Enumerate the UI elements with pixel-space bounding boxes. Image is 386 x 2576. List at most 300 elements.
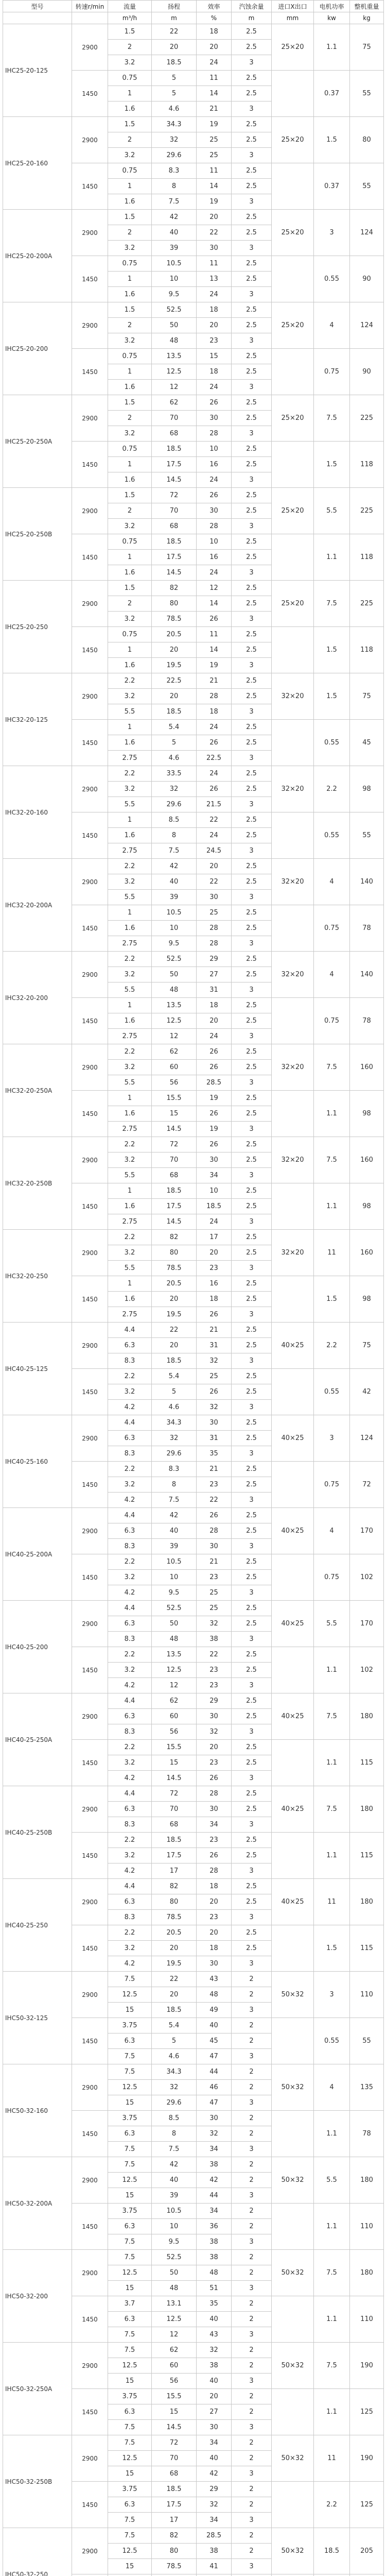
flow-cell: 5.5 [108,1075,152,1091]
flow-cell: 3.2 [108,1060,152,1075]
efficiency-cell: 22 [197,1647,232,1663]
npsh-cell: 3 [232,2142,272,2157]
motor-power-cell: 1.1 [314,1833,350,1879]
table-row [3,210,384,225]
npsh-cell: 2.5 [232,488,272,503]
weight-cell: 190 [350,2435,384,2482]
efficiency-cell: 28 [197,921,232,936]
model-cell: IHC50-32-250B [3,2435,72,2528]
efficiency-cell: 30 [197,241,232,256]
efficiency-cell: 24.5 [197,843,232,859]
header-row-units [3,12,384,24]
npsh-cell: 2.5 [232,1477,272,1493]
efficiency-cell: 20 [197,210,232,225]
speed-cell: 2900 [72,1137,108,1183]
head-cell: 56 [152,1724,197,1740]
motor-power-cell: 1.1 [314,1091,350,1137]
inlet-outlet-cell: 32×20 [272,1044,314,1091]
unit-efficiency: % [197,12,232,24]
head-cell: 8 [152,828,197,843]
efficiency-cell: 21.5 [197,797,232,812]
head-cell: 9.5 [152,287,197,302]
npsh-cell: 2.5 [232,442,272,457]
speed-cell: 2900 [72,395,108,442]
model-cell: IHC25-20-200 [3,302,72,395]
npsh-cell: 3 [232,2327,272,2343]
speed-cell: 2900 [72,952,108,998]
motor-power-cell: 2.2 [314,1323,350,1369]
weight-cell: 190 [350,2343,384,2389]
flow-cell: 7.5 [108,2435,152,2451]
npsh-cell: 2 [232,2528,272,2544]
flow-cell: 2.2 [108,1462,152,1477]
inlet-outlet-cell [272,71,314,117]
npsh-cell: 2 [232,2404,272,2420]
head-cell: 29.6 [152,148,197,163]
flow-cell: 2.2 [108,1647,152,1663]
flow-cell: 3.2 [108,1941,152,1956]
weight-cell: 102 [350,1554,384,1601]
motor-power-cell: 1.1 [314,534,350,581]
flow-cell: 3.2 [108,148,152,163]
weight-cell: 160 [350,1044,384,1091]
flow-cell: 3.2 [108,967,152,982]
flow-cell: 1.6 [108,1013,152,1029]
table-row [3,1415,384,1431]
flow-cell: 8.3 [108,1724,152,1740]
npsh-cell: 3 [232,101,272,117]
head-cell: 12.5 [152,2312,197,2327]
efficiency-cell: 42 [197,2173,232,2188]
efficiency-cell: 18 [197,1941,232,1956]
head-cell: 62 [152,1044,197,1060]
head-cell: 32 [152,1431,197,1446]
efficiency-cell: 28 [197,936,232,952]
efficiency-cell: 28 [197,1863,232,1879]
flow-cell: 3.2 [108,519,152,534]
flow-cell: 6.3 [108,1523,152,1539]
npsh-cell: 3 [232,1956,272,1972]
npsh-cell: 2.5 [232,1663,272,1678]
inlet-outlet-cell [272,998,314,1044]
flow-cell: 1 [108,642,152,658]
efficiency-cell: 41 [197,2559,232,2574]
efficiency-cell: 35 [197,1446,232,1462]
table-row [3,1137,384,1153]
flow-cell: 5.5 [108,982,152,998]
head-cell: 18.5 [152,2482,197,2497]
flow-cell: 1 [108,550,152,565]
npsh-cell: 2.5 [232,364,272,380]
head-cell: 78.5 [152,1910,197,1925]
head-cell: 52.5 [152,302,197,318]
weight-cell: 115 [350,1925,384,1972]
head-cell: 70 [152,411,197,426]
efficiency-cell: 25 [197,1601,232,1616]
efficiency-cell: 24 [197,766,232,782]
efficiency-cell: 32 [197,2126,232,2142]
efficiency-cell: 14 [197,179,232,194]
efficiency-cell: 20 [197,1894,232,1910]
inlet-outlet-cell [272,349,314,395]
efficiency-cell: 19 [197,117,232,132]
npsh-cell: 2.5 [232,1276,272,1292]
npsh-cell: 2.5 [232,225,272,241]
npsh-cell: 3 [232,2049,272,2064]
flow-cell: 3.2 [108,1570,152,1585]
flow-cell: 2.75 [108,843,152,859]
flow-cell: 7.5 [108,2250,152,2265]
head-cell: 9.5 [152,2234,197,2250]
flow-cell: 5.5 [108,797,152,812]
efficiency-cell: 26 [197,1508,232,1523]
head-cell: 70 [152,503,197,519]
motor-power-cell: 2.2 [314,2482,350,2528]
efficiency-cell: 32 [197,1724,232,1740]
speed-cell: 2900 [72,581,108,627]
motor-power-cell: 5.5 [314,488,350,534]
speed-cell: 2900 [72,2343,108,2389]
npsh-cell: 3 [232,843,272,859]
speed-cell: 1450 [72,256,108,302]
head-cell: 14.5 [152,2420,197,2435]
motor-power-cell: 1.5 [314,1276,350,1323]
head-cell: 15.5 [152,1091,197,1106]
flow-cell: 4.4 [108,1415,152,1431]
head-cell: 13.5 [152,349,197,364]
npsh-cell: 2.5 [232,642,272,658]
head-cell: 60 [152,2358,197,2374]
efficiency-cell: 34 [197,1168,232,1183]
flow-cell: 1 [108,457,152,472]
head-cell: 4.6 [152,2049,197,2064]
npsh-cell: 2.5 [232,627,272,642]
inlet-outlet-cell: 32×20 [272,1137,314,1183]
npsh-cell: 3 [232,2234,272,2250]
motor-power-cell: 11 [314,1230,350,1276]
efficiency-cell: 21 [197,1323,232,1338]
inlet-outlet-cell: 50×32 [272,1972,314,2018]
head-cell: 29.6 [152,797,197,812]
head-cell: 20.5 [152,627,197,642]
efficiency-cell: 38 [197,1632,232,1647]
npsh-cell: 2.5 [232,302,272,318]
motor-power-cell: 7.5 [314,1137,350,1183]
npsh-cell: 2.5 [232,24,272,40]
npsh-cell: 3 [232,658,272,673]
flow-cell: 1.6 [108,101,152,117]
head-cell: 20 [152,1987,197,2003]
flow-cell: 2.2 [108,1369,152,1384]
motor-power-cell: 0.55 [314,1369,350,1415]
flow-cell: 1.6 [108,1106,152,1122]
speed-cell: 1450 [72,349,108,395]
head-cell: 18.5 [152,442,197,457]
weight-cell: 55 [350,71,384,117]
npsh-cell: 3 [232,890,272,905]
model-cell: IHC25-20-125 [3,24,72,117]
head-cell: 82 [152,2528,197,2544]
model-cell: IHC32-20-250 [3,1230,72,1323]
head-cell: 50 [152,2265,197,2281]
head-cell: 62 [152,2343,197,2358]
head-cell: 8 [152,2126,197,2142]
unit-head: m [152,12,197,24]
weight-cell: 124 [350,1415,384,1462]
npsh-cell: 2.5 [232,457,272,472]
flow-cell: 1.5 [108,395,152,411]
speed-cell: 1450 [72,2018,108,2064]
inlet-outlet-cell [272,2111,314,2157]
head-cell: 20 [152,1338,197,1353]
head-cell: 14.5 [152,472,197,488]
table-row [3,117,384,132]
npsh-cell: 2.5 [232,71,272,86]
flow-cell: 15 [108,2095,152,2111]
npsh-cell: 3 [232,2420,272,2435]
flow-cell: 6.3 [108,1616,152,1632]
efficiency-cell: 26 [197,1771,232,1786]
efficiency-cell: 18 [197,1292,232,1307]
header-row-names [3,1,384,12]
head-cell: 22 [152,1323,197,1338]
inlet-outlet-cell: 40×25 [272,1601,314,1647]
weight-cell: 75 [350,1323,384,1369]
weight-cell: 225 [350,395,384,442]
head-cell: 5 [152,1384,197,1400]
head-cell: 5.4 [152,720,197,735]
npsh-cell: 2.5 [232,86,272,101]
weight-cell: 110 [350,2204,384,2250]
model-cell: IHC25-20-250A [3,395,72,488]
flow-cell: 8.3 [108,1353,152,1369]
npsh-cell: 2.5 [232,1013,272,1029]
npsh-cell: 2.5 [232,1060,272,1075]
weight-cell: 42 [350,1369,384,1415]
unit-npsh: m [232,12,272,24]
efficiency-cell [197,2574,232,2576]
efficiency-cell: 40 [197,2374,232,2389]
inlet-outlet-cell [272,2018,314,2064]
motor-power-cell: 0.75 [314,905,350,952]
npsh-cell: 2.5 [232,163,272,179]
flow-cell: 12.5 [108,1987,152,2003]
speed-cell: 2900 [72,488,108,534]
flow-cell: 1.6 [108,828,152,843]
flow-cell: 1 [108,998,152,1013]
head-cell: 68 [152,1168,197,1183]
npsh-cell: 3 [232,1029,272,1044]
efficiency-cell: 11 [197,163,232,179]
npsh-cell: 3 [232,1817,272,1833]
header-efficiency: 效率 [197,1,232,12]
inlet-outlet-cell [272,442,314,488]
flow-cell: 7.5 [108,2142,152,2157]
efficiency-cell: 48 [197,1987,232,2003]
npsh-cell: 2.5 [232,272,272,287]
flow-cell: 12.5 [108,2080,152,2095]
flow-cell: 0.75 [108,349,152,364]
flow-cell: 1 [108,905,152,921]
head-cell: 18.5 [152,55,197,71]
head-cell: 8.5 [152,812,197,828]
model-cell: IHC50-32-250 [3,2528,72,2576]
npsh-cell: 3 [232,565,272,581]
table-row [3,581,384,596]
flow-cell: 2.2 [108,1925,152,1941]
head-cell: 39 [152,2188,197,2204]
inlet-outlet-cell: 40×25 [272,1508,314,1554]
npsh-cell: 3 [232,1446,272,1462]
head-cell: 17.5 [152,1848,197,1863]
model-cell: IHC40-25-200A [3,1508,72,1601]
head-cell: 48 [152,333,197,349]
speed-cell: 2900 [72,766,108,812]
head-cell: 10 [152,921,197,936]
motor-power-cell: 5.5 [314,2157,350,2204]
flow-cell: 1.5 [108,117,152,132]
head-cell: 56 [152,2374,197,2389]
npsh-cell: 2.5 [232,1431,272,1446]
speed-cell: 2900 [72,2064,108,2111]
efficiency-cell: 14 [197,86,232,101]
spec-table-body [3,24,384,2576]
efficiency-cell: 27 [197,967,232,982]
head-cell: 78.5 [152,2559,197,2574]
head-cell: 52.5 [152,1601,197,1616]
inlet-outlet-cell: 50×32 [272,2528,314,2574]
flow-cell: 2.75 [108,936,152,952]
inlet-outlet-cell [272,1554,314,1601]
inlet-outlet-cell [272,1462,314,1508]
head-cell: 22 [152,1972,197,1987]
efficiency-cell: 18 [197,1879,232,1894]
head-cell: 5 [152,735,197,751]
efficiency-cell: 12 [197,581,232,596]
head-cell: 13.5 [152,998,197,1013]
npsh-cell: 3 [232,1493,272,1508]
flow-cell: 3.2 [108,1477,152,1493]
head-cell: 7.5 [152,843,197,859]
motor-power-cell: 7.5 [314,1044,350,1091]
npsh-cell: 2.5 [232,256,272,272]
flow-cell: 6.3 [108,2404,152,2420]
npsh-cell: 2.5 [232,1323,272,1338]
efficiency-cell: 24 [197,55,232,71]
model-cell: IHC40-25-250B [3,1786,72,1879]
flow-cell: 4.2 [108,1956,152,1972]
speed-cell: 1450 [72,998,108,1044]
head-cell: 8.3 [152,1462,197,1477]
head-cell: 10 [152,2219,197,2234]
efficiency-cell: 45 [197,2033,232,2049]
npsh-cell: 2 [232,2265,272,2281]
unit-inlet-outlet: mm [272,12,314,24]
weight-cell: 180 [350,1693,384,1740]
flow-cell: 4.4 [108,1786,152,1802]
efficiency-cell: 10 [197,442,232,457]
flow-cell: 3.2 [108,782,152,797]
flow-cell: 7.5 [108,1972,152,1987]
efficiency-cell: 26 [197,735,232,751]
head-cell: 60 [152,1060,197,1075]
speed-cell: 1450 [72,720,108,766]
npsh-cell: 2.5 [232,1106,272,1122]
npsh-cell: 3 [232,1122,272,1137]
head-cell: 13.1 [152,2296,197,2312]
npsh-cell: 2.5 [232,1415,272,1431]
head-cell: 19.5 [152,1956,197,1972]
npsh-cell: 2.5 [232,812,272,828]
flow-cell: 3.2 [108,1384,152,1400]
efficiency-cell: 28 [197,426,232,442]
npsh-cell: 3 [232,2095,272,2111]
header-weight: 整机重量 [350,1,384,12]
efficiency-cell: 38 [197,2157,232,2173]
inlet-outlet-cell: 50×32 [272,2064,314,2111]
table-row [3,302,384,318]
flow-cell: 2 [108,503,152,519]
model-cell: IHC50-32-200A [3,2157,72,2250]
npsh-cell: 2.5 [232,1879,272,1894]
inlet-outlet-cell [272,2296,314,2343]
efficiency-cell: 18 [197,998,232,1013]
motor-power-cell: 1.5 [314,673,350,720]
flow-cell: 3.2 [108,874,152,890]
flow-cell: 2 [108,596,152,612]
head-cell: 72 [152,488,197,503]
head-cell: 9.5 [152,1585,197,1601]
model-cell: IHC40-25-250 [3,1879,72,1972]
npsh-cell: 3 [232,704,272,720]
motor-power-cell: 4 [314,2064,350,2111]
efficiency-cell: 28.5 [197,2528,232,2544]
efficiency-cell: 18 [197,704,232,720]
flow-cell: 1.6 [108,1292,152,1307]
inlet-outlet-cell [272,1276,314,1323]
table-row [3,2064,384,2080]
inlet-outlet-cell: 32×20 [272,766,314,812]
efficiency-cell: 22 [197,1493,232,1508]
efficiency-cell: 34 [197,2142,232,2157]
unit-flow: m³/h [108,12,152,24]
inlet-outlet-cell: 50×32 [272,2435,314,2482]
head-cell: 7.5 [152,194,197,210]
npsh-cell: 2.5 [232,1153,272,1168]
inlet-outlet-cell: 25×20 [272,117,314,163]
motor-power-cell: 18.5 [314,2528,350,2574]
inlet-outlet-cell [272,1647,314,1693]
efficiency-cell: 44 [197,2064,232,2080]
flow-cell: 4.4 [108,1879,152,1894]
table-row [3,2157,384,2173]
npsh-cell: 3 [232,936,272,952]
inlet-outlet-cell: 25×20 [272,210,314,256]
npsh-cell: 3 [232,55,272,71]
speed-cell: 2900 [72,2435,108,2482]
head-cell: 39 [152,241,197,256]
flow-cell: 15 [108,2281,152,2296]
efficiency-cell: 26 [197,1848,232,1863]
efficiency-cell: 32 [197,1400,232,1415]
head-cell: 20 [152,40,197,55]
efficiency-cell: 30 [197,503,232,519]
weight-cell: 115 [350,1740,384,1786]
speed-cell: 1450 [72,2204,108,2250]
flow-cell: 1 [108,179,152,194]
head-cell: 60 [152,1709,197,1724]
npsh-cell: 2.5 [232,1941,272,1956]
